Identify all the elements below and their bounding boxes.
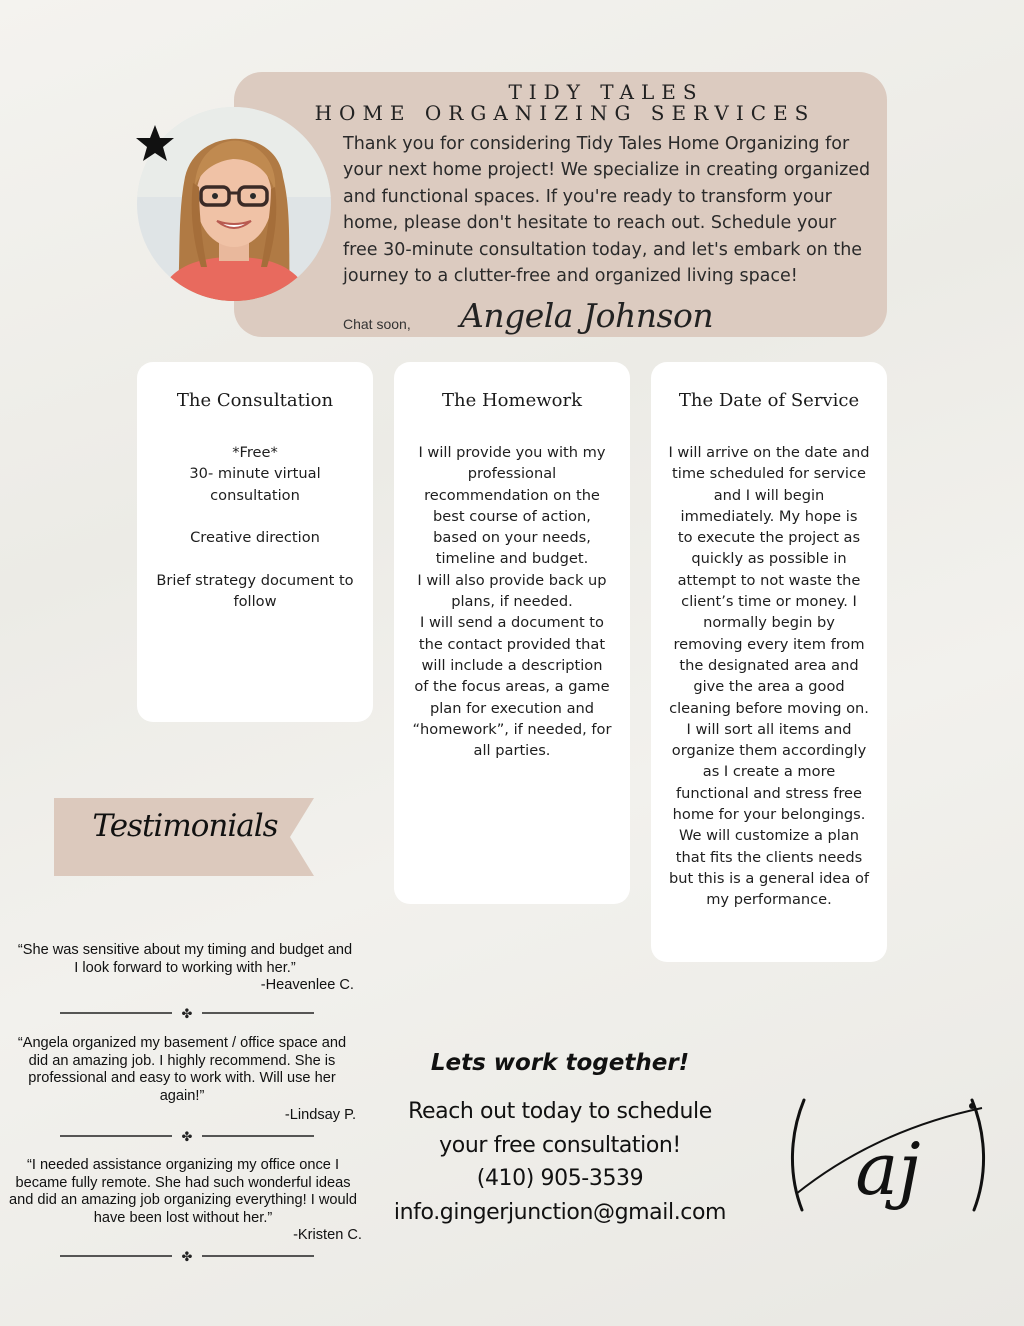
signature: Angela Johnson — [460, 296, 714, 335]
card-body: I will arrive on the date and time scheduled for service and I will begin immediately. My hope is to execute the project as quickly as possible in attempt to not waste the client’s time or money. I normally begin by removing every item from the designated area and give the area a good cleaning before moving on. I will sort all items and organize them accordingly as I create a more functional and stress free home for your belongings. We will customize a plan that fits the clients needs but this is a general idea of my performance. — [668, 444, 870, 909]
testimonial-quote: “She was sensitive about my timing and budget and I look forward to working with her.” — [17, 942, 353, 976]
aj-logo — [786, 1094, 990, 1224]
cta-heading: Lets work together! — [430, 1050, 690, 1076]
testimonial-author: -Kristen C. — [293, 1227, 362, 1244]
star-icon — [134, 122, 176, 164]
svg-text:✤: ✤ — [181, 1007, 193, 1019]
card-consultation — [137, 362, 373, 722]
card-body: *Free* 30- minute virtual consultation Creative direction Brief strategy document to follow — [156, 444, 354, 611]
intro-paragraph: Thank you for considering Tidy Tales Home Organizing for your next home project! We specialize in creating organized and functional spaces. If you're ready to transform your home, please don't hesitate to reach out. Schedule your free 30-minute consultation today, and let's embark on the journey to a clutter-free and organized living space! — [343, 134, 871, 287]
logo-monogram: aj — [855, 1127, 921, 1211]
contact-line: Reach out today to schedule — [408, 1099, 712, 1124]
signoff-text: Chat soon, — [343, 316, 411, 332]
ornament-divider — [60, 1130, 314, 1142]
contact-line: your free consultation! — [439, 1132, 681, 1158]
testimonial — [16, 942, 354, 993]
testimonial-quote: “Angela organized my basement / office space and did an amazing job. I highly recommend. She is professional and easy to work with. Will use her again!” — [17, 1035, 347, 1104]
testimonial-author: -Lindsay P. — [284, 1107, 356, 1124]
testimonials-heading: Testimonials — [92, 808, 278, 844]
card-title: The Consultation — [176, 390, 334, 411]
testimonial-author: -Heavenlee C. — [260, 977, 354, 994]
contact-block — [380, 1095, 740, 1229]
svg-text:✤: ✤ — [181, 1250, 193, 1262]
phone-number[interactable]: (410) 905-3539 — [476, 1166, 644, 1191]
card-body: I will provide you with my professional recommendation on the best course of action, based on your needs, timeline and budget. I will also provide back up plans, if needed. I will send a document to the contact provided that will include a description of the focus areas, a game plan for execution and “homework”, if needed, for all parties. — [412, 444, 612, 760]
ornament-divider — [60, 1007, 314, 1019]
card-homework — [394, 362, 630, 904]
brand-name: TIDY TALES — [508, 80, 704, 104]
testimonial — [4, 1157, 362, 1243]
ornament-divider — [60, 1250, 314, 1262]
card-title: The Date of Service — [678, 390, 860, 411]
email-address[interactable]: info.gingerjunction@gmail.com — [393, 1199, 727, 1225]
card-date-of-service — [651, 362, 887, 962]
card-title: The Homework — [442, 390, 582, 411]
testimonial-quote: “I needed assistance organizing my office once I became fully remote. She had such wonderful ideas and did an amazing job organizing everything! I would have been lost without her.” — [8, 1157, 358, 1226]
testimonial — [8, 1035, 356, 1123]
svg-text:✤: ✤ — [181, 1130, 193, 1142]
brand-subtitle: HOME ORGANIZING SERVICES — [314, 101, 816, 125]
